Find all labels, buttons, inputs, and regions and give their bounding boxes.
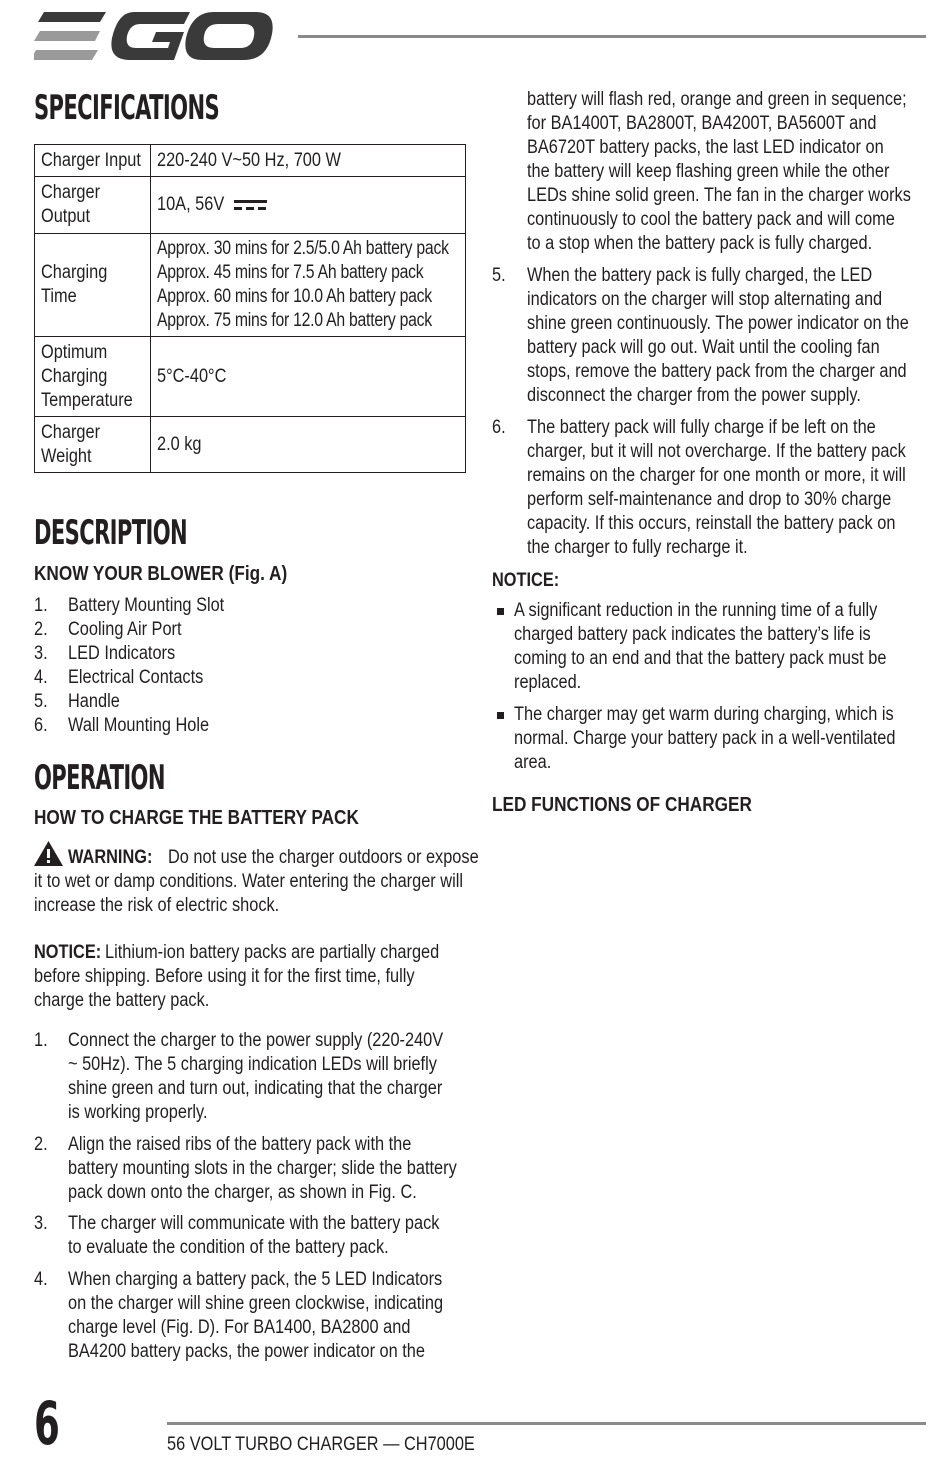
step-text: The battery pack will fully charge if be left on the (527, 417, 876, 438)
spec-label: Charger Input (41, 149, 141, 171)
table-row (35, 234, 466, 337)
description-heading: DESCRIPTION (34, 513, 188, 553)
step-text: to a stop when the battery pack is fully charged. (527, 233, 873, 254)
footer-rule (167, 1422, 926, 1425)
spec-value: 2.0 kg (157, 433, 202, 455)
step-text: indicators on the charger will stop alternating and (527, 289, 883, 310)
bullet-text: area. (514, 752, 552, 773)
spec-value: Approx. 75 mins for 12.0 Ah battery pack (157, 310, 432, 331)
warning-label: WARNING: (68, 847, 153, 868)
step-text: for BA1400T, BA2800T, BA4200T, BA5600T and (527, 113, 877, 134)
ego-logo (34, 10, 274, 67)
spec-label: Charger (41, 421, 101, 443)
list-item: Wall Mounting Hole (68, 715, 210, 736)
bullet-text: replaced. (514, 672, 582, 693)
bullet-icon (497, 608, 504, 615)
bullet-text: The charger may get warm during charging, which is (514, 704, 894, 725)
step-number: 6. (492, 417, 506, 438)
spec-label: Time (41, 286, 77, 307)
step-text: shine green and turn out, indicating that the charger (68, 1078, 443, 1099)
list-item: Handle (68, 691, 120, 712)
spec-value: 220-240 V~50 Hz, 700 W (157, 149, 341, 171)
list-number: 1. (34, 595, 48, 616)
bullet-text: charged battery pack indicates the battery’s life is (514, 624, 871, 645)
warning-text: increase the risk of electric shock. (34, 895, 280, 916)
list-item: Cooling Air Port (68, 619, 182, 640)
step-number: 4. (34, 1269, 48, 1290)
step-text: LEDs shine solid green. The fan in the charger works (527, 185, 911, 206)
step-text: The charger will communicate with the battery pack (68, 1213, 440, 1234)
step-text: Align the raised ribs of the battery pack with the (68, 1134, 412, 1155)
warning-triangle-icon (34, 841, 63, 866)
warning-text: Do not use the charger outdoors or expose (168, 847, 479, 868)
led-functions-heading: LED FUNCTIONS OF CHARGER (492, 794, 752, 816)
bullet-text: coming to an end and that the battery pack must be (514, 648, 887, 669)
step-text: capacity. If this occurs, reinstall the battery pack on (527, 513, 896, 534)
step-text: pack down onto the charger, as shown in Fig. C. (68, 1182, 417, 1203)
page-number: 6 (34, 1389, 60, 1459)
step-text: perform self-maintenance and drop to 30% charge (527, 489, 892, 510)
spec-value: Approx. 30 mins for 2.5/5.0 Ah battery pack (157, 238, 449, 259)
list-item: Electrical Contacts (68, 667, 204, 688)
list-number: 3. (34, 643, 48, 664)
step-text: When the battery pack is fully charged, the LED (527, 265, 873, 286)
step-text: the charger to fully recharge it. (527, 537, 748, 558)
notice-label: NOTICE: (34, 942, 102, 963)
table-row (35, 177, 466, 234)
spec-value: Approx. 45 mins for 7.5 Ah battery pack (157, 262, 424, 283)
spec-label: Charger (41, 182, 101, 203)
notice-text: before shipping. Before using it for the first time, fully (34, 966, 415, 987)
list-item: LED Indicators (68, 643, 176, 664)
list-number: 5. (34, 691, 48, 712)
step-text: ~ 50Hz). The 5 charging indication LEDs will briefly (68, 1054, 437, 1075)
operation-heading: OPERATION (34, 758, 165, 798)
header-rule (298, 35, 926, 38)
step-text: battery will flash red, orange and green in sequence; (527, 89, 907, 110)
list-number: 2. (34, 619, 48, 640)
list-item: Battery Mounting Slot (68, 595, 225, 616)
parts-list (34, 594, 454, 744)
step-text: continuously to cool the battery pack and will come (527, 209, 895, 230)
know-your-blower-heading: KNOW YOUR BLOWER (Fig. A) (34, 563, 288, 585)
step-number: 2. (34, 1134, 48, 1155)
step-text: shine green continuously. The power indicator on the (527, 313, 909, 334)
spec-label: Temperature (41, 389, 133, 411)
spec-label: Output (41, 206, 91, 227)
bullet-text: normal. Charge your battery pack in a well-ventilated (514, 728, 896, 749)
notice-text: charge the battery pack. (34, 990, 210, 1011)
spec-label: Charging (41, 365, 108, 387)
warning-text: it to wet or damp conditions. Water entering the charger will (34, 871, 463, 892)
spec-value: 5°C-40°C (157, 365, 227, 387)
how-to-charge-heading: HOW TO CHARGE THE BATTERY PACK (34, 807, 359, 829)
step-text: battery mounting slots in the charger; slide the battery (68, 1158, 457, 1179)
step-text: disconnect the charger from the power supply. (527, 385, 861, 406)
step-text: BA4200 battery packs, the power indicator on the (68, 1341, 425, 1362)
step-text: Connect the charger to the power supply (220-240V (68, 1030, 444, 1051)
spec-value: 10A, 56V (157, 194, 225, 215)
list-number: 4. (34, 667, 48, 688)
step-text: charge level (Fig. D). For BA1400, BA2800 and (68, 1317, 411, 1338)
notice-label: NOTICE: (492, 570, 560, 591)
list-number: 6. (34, 715, 48, 736)
bullet-text: A significant reduction in the running time of a fully (514, 600, 878, 621)
step-text: BA6720T battery packs, the last LED indicator on (527, 137, 884, 158)
step-text: on the charger will shine green clockwise, indicating (68, 1293, 444, 1314)
step-number: 1. (34, 1030, 48, 1051)
dc-current-icon (234, 198, 268, 212)
step-text: When charging a battery pack, the 5 LED Indicators (68, 1269, 443, 1290)
step-text: charger, but it will not overcharge. If the battery pack (527, 441, 906, 462)
step-text: to evaluate the condition of the battery pack. (68, 1237, 389, 1258)
step-text: battery pack will go out. Wait until the cooling fan (527, 337, 880, 358)
footer-title: 56 VOLT TURBO CHARGER — CH7000E (167, 1434, 475, 1455)
table-row (35, 145, 466, 177)
specifications-table (34, 144, 466, 473)
specifications-heading: SPECIFICATIONS (34, 88, 220, 128)
spec-label: Optimum (41, 341, 108, 363)
step-text: is working properly. (68, 1102, 208, 1123)
step-number: 5. (492, 265, 506, 286)
step-number: 3. (34, 1213, 48, 1234)
spec-value: Approx. 60 mins for 10.0 Ah battery pack (157, 286, 432, 307)
step-text: the battery will keep flashing green while the other (527, 161, 890, 182)
notice-text: Lithium-ion battery packs are partially charged (105, 942, 440, 963)
table-row (35, 417, 466, 473)
table-row (35, 337, 466, 417)
step-text: remains on the charger for one month or more, it will (527, 465, 906, 486)
spec-label: Weight (41, 445, 92, 467)
bullet-icon (497, 712, 504, 719)
step-text: stops, remove the battery pack from the charger and (527, 361, 907, 382)
spec-label: Charging (41, 262, 108, 283)
